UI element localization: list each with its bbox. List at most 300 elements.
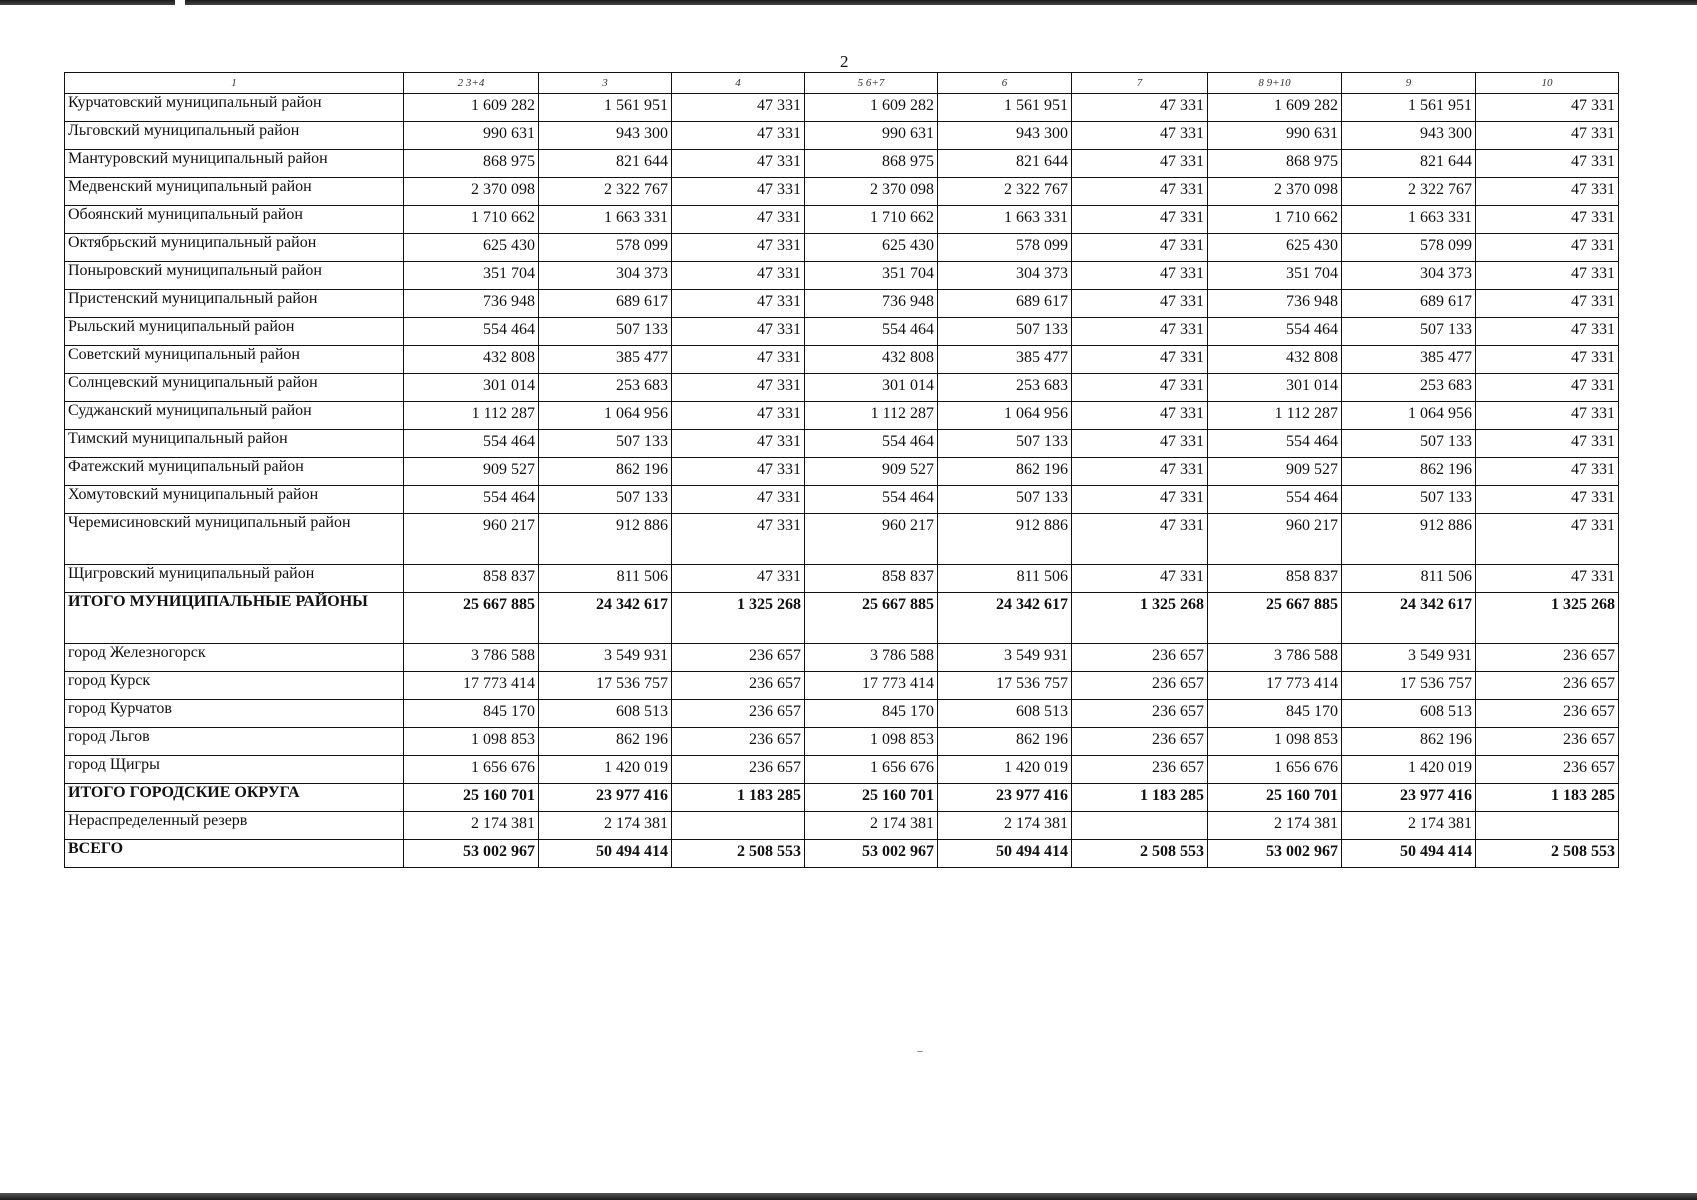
cell-value: 736 948 [1208,290,1342,318]
cell-value: 862 196 [1342,728,1476,756]
cell-value: 507 133 [539,318,672,346]
cell-value: 236 657 [672,672,805,700]
cell-value: 960 217 [1208,514,1342,565]
cell-value: 811 506 [1342,565,1476,593]
cell-value: 47 331 [1072,402,1208,430]
cell-value: 3 786 588 [404,644,539,672]
table-row [65,178,1619,206]
cell-value: 845 170 [805,700,938,728]
column-header: 9 [1342,73,1476,94]
cell-value: 253 683 [539,374,672,402]
cell-value: 351 704 [404,262,539,290]
cell-value: 1 710 662 [805,206,938,234]
table-row [65,784,1619,812]
column-header: 7 [1072,73,1208,94]
table-row [65,840,1619,868]
row-name: город Щигры [65,756,404,784]
cell-value: 821 644 [938,150,1072,178]
cell-value: 53 002 967 [805,840,938,868]
cell-value: 2 174 381 [1342,812,1476,840]
cell-value: 554 464 [1208,486,1342,514]
row-name: Льговский муниципальный район [65,122,404,150]
cell-value: 862 196 [539,458,672,486]
cell-value: 17 536 757 [539,672,672,700]
cell-value: 385 477 [938,346,1072,374]
row-name: Октябрьский муниципальный район [65,234,404,262]
cell-value: 236 657 [1476,672,1619,700]
cell-value: 1 663 331 [1342,206,1476,234]
cell-value: 432 808 [1208,346,1342,374]
cell-value: 50 494 414 [1342,840,1476,868]
cell-value: 1 098 853 [1208,728,1342,756]
cell-value: 858 837 [404,565,539,593]
cell-value: 2 508 553 [1072,840,1208,868]
row-name: город Курчатов [65,700,404,728]
cell-value: 1 420 019 [1342,756,1476,784]
cell-value: 17 536 757 [938,672,1072,700]
cell-value: 554 464 [404,486,539,514]
cell-value: 625 430 [1208,234,1342,262]
cell-value: 3 549 931 [1342,644,1476,672]
table-row [65,346,1619,374]
cell-value: 24 342 617 [938,593,1072,644]
cell-value: 507 133 [938,318,1072,346]
cell-value: 1 098 853 [805,728,938,756]
cell-value: 909 527 [805,458,938,486]
cell-value: 47 331 [1072,346,1208,374]
cell-value: 2 370 098 [805,178,938,206]
cell-value: 912 886 [539,514,672,565]
cell-value: 578 099 [539,234,672,262]
cell-value: 236 657 [672,644,805,672]
cell-value: 2 508 553 [1476,840,1619,868]
cell-value: 47 331 [672,262,805,290]
table-row [65,234,1619,262]
cell-value: 47 331 [672,234,805,262]
table-row [65,458,1619,486]
cell-value [1476,812,1619,840]
cell-value: 625 430 [404,234,539,262]
row-name: Обоянский муниципальный район [65,206,404,234]
cell-value: 1 325 268 [1072,593,1208,644]
cell-value: 811 506 [938,565,1072,593]
cell-value: 47 331 [1476,374,1619,402]
table-row [65,150,1619,178]
cell-value: 301 014 [404,374,539,402]
table-row [65,94,1619,122]
cell-value: 862 196 [938,458,1072,486]
cell-value: 1 064 956 [938,402,1072,430]
table-row [65,593,1619,644]
cell-value: 1 710 662 [1208,206,1342,234]
cell-value: 1 325 268 [1476,593,1619,644]
cell-value: 1 183 285 [1476,784,1619,812]
cell-value: 2 322 767 [539,178,672,206]
scan-edge-gap [175,0,185,5]
cell-value: 1 656 676 [1208,756,1342,784]
cell-value: 990 631 [805,122,938,150]
cell-value: 17 773 414 [805,672,938,700]
cell-value: 990 631 [404,122,539,150]
cell-value: 47 331 [1476,234,1619,262]
cell-value: 1 561 951 [1342,94,1476,122]
cell-value: 25 160 701 [1208,784,1342,812]
column-header: 8 9+10 [1208,73,1342,94]
cell-value: 1 663 331 [938,206,1072,234]
cell-value: 960 217 [805,514,938,565]
column-header: 5 6+7 [805,73,938,94]
row-name: Фатежский муниципальный район [65,458,404,486]
cell-value: 236 657 [1476,728,1619,756]
cell-value: 47 331 [672,514,805,565]
cell-value: 608 513 [539,700,672,728]
row-name: Черемисиновский муниципальный район [65,514,404,565]
cell-value: 845 170 [1208,700,1342,728]
cell-value: 24 342 617 [539,593,672,644]
row-name: Медвенский муниципальный район [65,178,404,206]
cell-value: 47 331 [672,565,805,593]
cell-value: 1 112 287 [404,402,539,430]
cell-value: 47 331 [1072,234,1208,262]
cell-value: 47 331 [1476,318,1619,346]
cell-value: 23 977 416 [938,784,1072,812]
cell-value: 1 656 676 [404,756,539,784]
cell-value: 1 098 853 [404,728,539,756]
cell-value: 625 430 [805,234,938,262]
cell-value: 554 464 [1208,318,1342,346]
table-row [65,728,1619,756]
cell-value: 47 331 [1476,430,1619,458]
column-header: 1 [65,73,404,94]
row-name: Мантуровский муниципальный район [65,150,404,178]
cell-value: 47 331 [1072,122,1208,150]
cell-value: 960 217 [404,514,539,565]
cell-value: 2 174 381 [1208,812,1342,840]
cell-value: 47 331 [672,374,805,402]
cell-value: 47 331 [1072,565,1208,593]
row-name: Пристенский муниципальный район [65,290,404,318]
cell-value: 1 609 282 [1208,94,1342,122]
table-row [65,402,1619,430]
cell-value: 47 331 [1476,346,1619,374]
cell-value: 1 609 282 [805,94,938,122]
cell-value: 47 331 [1072,262,1208,290]
cell-value: 862 196 [1342,458,1476,486]
cell-value: 304 373 [1342,262,1476,290]
cell-value: 47 331 [672,178,805,206]
table-row [65,262,1619,290]
cell-value: 47 331 [672,458,805,486]
cell-value: 1 325 268 [672,593,805,644]
cell-value: 554 464 [805,318,938,346]
cell-value: 47 331 [672,318,805,346]
cell-value: 25 667 885 [805,593,938,644]
cell-value: 236 657 [1072,728,1208,756]
cell-value: 47 331 [672,206,805,234]
page-number: 2 [840,52,849,71]
cell-value: 1 561 951 [539,94,672,122]
cell-value: 3 549 931 [938,644,1072,672]
cell-value: 301 014 [1208,374,1342,402]
cell-value: 554 464 [805,430,938,458]
table-row [65,514,1619,565]
cell-value: 578 099 [938,234,1072,262]
cell-value: 909 527 [1208,458,1342,486]
column-header: 10 [1476,73,1619,94]
row-name: ВСЕГО [65,840,404,868]
cell-value: 47 331 [672,402,805,430]
cell-value: 554 464 [805,486,938,514]
column-header: 6 [938,73,1072,94]
cell-value: 736 948 [805,290,938,318]
cell-value: 17 536 757 [1342,672,1476,700]
cell-value: 25 667 885 [1208,593,1342,644]
cell-value: 554 464 [404,430,539,458]
row-name: город Железногорск [65,644,404,672]
cell-value: 304 373 [938,262,1072,290]
cell-value: 554 464 [404,318,539,346]
cell-value: 47 331 [1072,206,1208,234]
table-row [65,672,1619,700]
cell-value: 943 300 [938,122,1072,150]
cell-value: 47 331 [672,150,805,178]
cell-value: 25 667 885 [404,593,539,644]
cell-value: 351 704 [1208,262,1342,290]
cell-value: 909 527 [404,458,539,486]
cell-value: 1 064 956 [1342,402,1476,430]
cell-value: 507 133 [1342,486,1476,514]
cell-value: 47 331 [1072,486,1208,514]
cell-value: 912 886 [1342,514,1476,565]
cell-value: 236 657 [1072,756,1208,784]
cell-value: 578 099 [1342,234,1476,262]
cell-value: 2 322 767 [938,178,1072,206]
row-name: Нераспределенный резерв [65,812,404,840]
cell-value: 2 174 381 [805,812,938,840]
cell-value: 351 704 [805,262,938,290]
row-name: Солнцевский муниципальный район [65,374,404,402]
cell-value: 2 174 381 [404,812,539,840]
cell-value: 47 331 [672,290,805,318]
cell-value: 943 300 [1342,122,1476,150]
table-row [65,812,1619,840]
row-name: Тимский муниципальный район [65,430,404,458]
cell-value: 912 886 [938,514,1072,565]
column-header: 4 [672,73,805,94]
cell-value: 821 644 [539,150,672,178]
cell-value: 1 112 287 [1208,402,1342,430]
cell-value: 1 656 676 [805,756,938,784]
cell-value: 1 561 951 [938,94,1072,122]
cell-value: 858 837 [1208,565,1342,593]
cell-value: 689 617 [539,290,672,318]
cell-value: 47 331 [1476,178,1619,206]
cell-value: 1 112 287 [805,402,938,430]
cell-value: 47 331 [1476,94,1619,122]
cell-value: 385 477 [539,346,672,374]
cell-value: 507 133 [539,430,672,458]
scan-edge-top [0,0,1697,5]
cell-value: 17 773 414 [1208,672,1342,700]
cell-value: 47 331 [1072,150,1208,178]
cell-value: 811 506 [539,565,672,593]
cell-value: 304 373 [539,262,672,290]
cell-value: 47 331 [1072,318,1208,346]
cell-value: 25 160 701 [404,784,539,812]
table-row [65,430,1619,458]
row-name: ИТОГО МУНИЦИПАЛЬНЫЕ РАЙОНЫ [65,593,404,644]
cell-value: 23 977 416 [539,784,672,812]
cell-value: 507 133 [1342,318,1476,346]
cell-value: 689 617 [1342,290,1476,318]
cell-value: 432 808 [404,346,539,374]
cell-value: 236 657 [1072,672,1208,700]
row-name: город Курск [65,672,404,700]
cell-value: 1 710 662 [404,206,539,234]
cell-value: 47 331 [1476,150,1619,178]
cell-value: 689 617 [938,290,1072,318]
cell-value: 868 975 [805,150,938,178]
cell-value: 47 331 [1072,458,1208,486]
cell-value: 301 014 [805,374,938,402]
cell-value: 24 342 617 [1342,593,1476,644]
cell-value: 47 331 [1072,374,1208,402]
cell-value: 2 174 381 [938,812,1072,840]
cell-value: 53 002 967 [1208,840,1342,868]
header-row [65,73,1619,94]
table-row [65,565,1619,593]
cell-value: 47 331 [1476,290,1619,318]
table-row [65,290,1619,318]
table-row [65,644,1619,672]
cell-value [1072,812,1208,840]
cell-value: 1 420 019 [539,756,672,784]
cell-value: 17 773 414 [404,672,539,700]
cell-value: 25 160 701 [805,784,938,812]
cell-value: 47 331 [1072,514,1208,565]
row-name: Рыльский муниципальный район [65,318,404,346]
cell-value: 2 508 553 [672,840,805,868]
cell-value: 821 644 [1342,150,1476,178]
cell-value: 385 477 [1342,346,1476,374]
cell-value: 2 370 098 [1208,178,1342,206]
cell-value: 3 786 588 [1208,644,1342,672]
cell-value: 236 657 [672,756,805,784]
cell-value: 47 331 [1072,430,1208,458]
cell-value: 47 331 [672,486,805,514]
cell-value: 943 300 [539,122,672,150]
cell-value: 50 494 414 [938,840,1072,868]
scan-speck [917,1051,923,1052]
cell-value: 236 657 [1476,700,1619,728]
cell-value: 236 657 [1476,756,1619,784]
table-row [65,206,1619,234]
cell-value: 47 331 [1476,402,1619,430]
cell-value: 862 196 [938,728,1072,756]
cell-value: 845 170 [404,700,539,728]
cell-value: 47 331 [672,94,805,122]
table-row [65,318,1619,346]
cell-value: 2 174 381 [539,812,672,840]
row-name: Курчатовский муниципальный район [65,94,404,122]
cell-value: 236 657 [672,728,805,756]
cell-value: 507 133 [938,430,1072,458]
cell-value: 236 657 [1072,700,1208,728]
cell-value: 868 975 [404,150,539,178]
cell-value: 47 331 [1072,178,1208,206]
cell-value: 3 549 931 [539,644,672,672]
cell-value: 554 464 [1208,430,1342,458]
cell-value: 47 331 [1476,514,1619,565]
cell-value: 2 370 098 [404,178,539,206]
cell-value: 236 657 [672,700,805,728]
row-name: ИТОГО ГОРОДСКИЕ ОКРУГА [65,784,404,812]
cell-value: 858 837 [805,565,938,593]
cell-value [672,812,805,840]
cell-value: 50 494 414 [539,840,672,868]
budget-table [64,72,1619,868]
cell-value: 2 322 767 [1342,178,1476,206]
table-row [65,700,1619,728]
cell-value: 608 513 [1342,700,1476,728]
table-row [65,486,1619,514]
cell-value: 507 133 [938,486,1072,514]
cell-value: 236 657 [1476,644,1619,672]
cell-value: 47 331 [1476,262,1619,290]
cell-value: 432 808 [805,346,938,374]
cell-value: 236 657 [1072,644,1208,672]
cell-value: 1 064 956 [539,402,672,430]
cell-value: 1 609 282 [404,94,539,122]
cell-value: 736 948 [404,290,539,318]
column-header: 2 3+4 [404,73,539,94]
row-name: Советский муниципальный район [65,346,404,374]
row-name: Суджанский муниципальный район [65,402,404,430]
cell-value: 47 331 [672,430,805,458]
cell-value: 3 786 588 [805,644,938,672]
cell-value: 23 977 416 [1342,784,1476,812]
cell-value: 47 331 [1476,206,1619,234]
cell-value: 253 683 [1342,374,1476,402]
cell-value: 47 331 [672,346,805,374]
scan-edge-bottom [0,1193,1697,1200]
table-row [65,122,1619,150]
cell-value: 1 420 019 [938,756,1072,784]
cell-value: 47 331 [1072,290,1208,318]
cell-value: 47 331 [1476,565,1619,593]
row-name: Поныровский муниципальный район [65,262,404,290]
cell-value: 53 002 967 [404,840,539,868]
table-row [65,374,1619,402]
cell-value: 47 331 [1476,458,1619,486]
cell-value: 507 133 [539,486,672,514]
cell-value: 1 663 331 [539,206,672,234]
cell-value: 253 683 [938,374,1072,402]
cell-value: 47 331 [1476,486,1619,514]
row-name: город Льгов [65,728,404,756]
cell-value: 47 331 [1072,94,1208,122]
table-row [65,756,1619,784]
cell-value: 608 513 [938,700,1072,728]
cell-value: 990 631 [1208,122,1342,150]
table-body [65,94,1619,868]
row-name: Щигровский муниципальный район [65,565,404,593]
row-name: Хомутовский муниципальный район [65,486,404,514]
cell-value: 868 975 [1208,150,1342,178]
cell-value: 47 331 [1476,122,1619,150]
cell-value: 1 183 285 [672,784,805,812]
cell-value: 507 133 [1342,430,1476,458]
